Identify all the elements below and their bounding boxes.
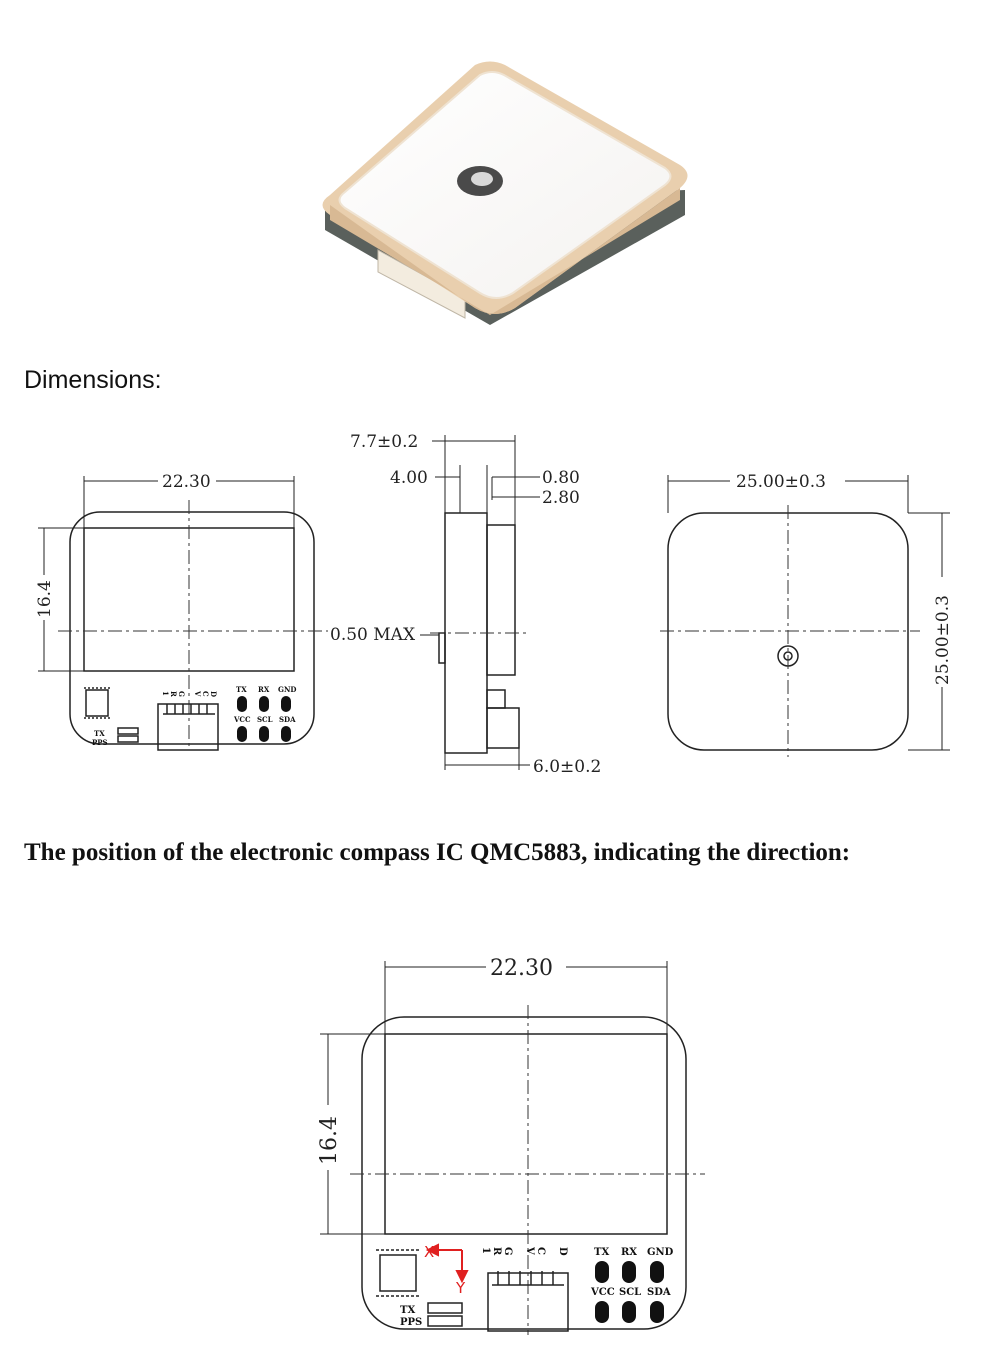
pad-label-rx: RX [258,685,270,694]
patch-outline [84,528,294,671]
patch-outline [385,1034,667,1234]
pad-label-sda: SDA [647,1287,671,1298]
pin-label: R [491,1247,502,1256]
side-step-label: 2.80 [542,488,580,508]
pin-label: C [535,1247,546,1255]
compass-view-drawing [300,945,720,1340]
compass-heading: The position of the electronic compass IC QMC5883, indicating the direction: [24,839,851,866]
pin-label: C [201,691,210,697]
pad-label-vcc: VCC [234,715,251,724]
compass-ic [380,1255,416,1291]
pin-label: D [209,691,218,698]
status-label-tx: TX [94,729,105,738]
side-view-drawing [320,425,630,790]
pin-label: G [177,691,186,697]
pad-label-scl: SCL [257,715,273,724]
side-bottom-label: 6.0±0.2 [533,757,602,777]
front-view-drawing [28,460,328,760]
pin-label: 1 [480,1247,491,1254]
pad-rx [622,1261,636,1283]
pad-scl [259,726,269,742]
pad-label-rx: RX [621,1247,638,1258]
side-gap-label: 0.80 [542,468,580,488]
status-label-tx: TX [400,1305,416,1316]
pad-label-tx: TX [236,685,247,694]
antenna-module-render [300,40,700,340]
pad-label-scl: SCL [619,1287,642,1298]
pad-label-tx: TX [594,1247,610,1258]
pad-gnd [650,1261,664,1283]
top-view-drawing [650,465,980,765]
pin-label: V [193,691,202,697]
board-outline [70,512,314,744]
board-outline [362,1017,686,1329]
side-max-label: 0.50 MAX [330,625,416,645]
side-left-label: 4.00 [390,468,428,488]
pad-sda [281,726,291,742]
front-width-label: 22.30 [162,472,211,492]
pad-vcc [237,726,247,742]
pad-label-vcc: VCC [591,1287,615,1298]
axis-x-label: X [424,1243,435,1261]
pad-gnd [281,696,291,712]
top-width-label: 25.00±0.3 [736,472,826,492]
pad-label-gnd: GND [647,1247,674,1258]
top-height-label: 25.00±0.3 [933,595,953,685]
compass-width-label: 22.30 [490,956,553,981]
pad-tx [237,696,247,712]
side-patch [487,525,515,675]
compass-height-label: 16.4 [317,1116,342,1165]
front-height-label: 16.4 [35,580,55,618]
pin-label: V [524,1247,535,1255]
status-label-pps: PPS [92,738,108,747]
dimensions-heading: Dimensions: [24,366,162,394]
pad-tx [595,1261,609,1283]
pin-label: 1 [161,691,170,696]
pin-label: R [169,691,178,697]
status-label-pps: PPS [400,1317,423,1328]
pad-label-sda: SDA [279,715,296,724]
axis-y-label: Y [456,1279,466,1297]
pin-label: G [502,1247,513,1256]
pad-sda [650,1301,664,1323]
pad-rx [259,696,269,712]
side-overall-label: 7.7±0.2 [350,432,419,452]
pad-label-gnd: GND [278,685,297,694]
pad-scl [622,1301,636,1323]
pad-vcc [595,1301,609,1323]
pin-label: D [557,1247,568,1256]
